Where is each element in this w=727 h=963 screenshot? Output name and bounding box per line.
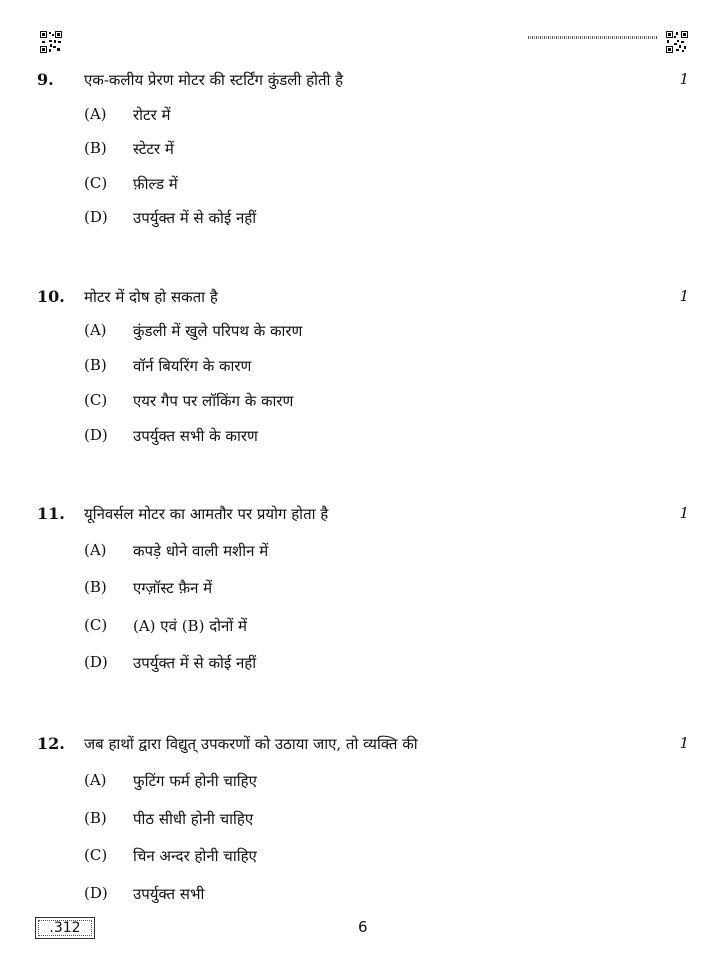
option-letter: (B) <box>84 356 107 374</box>
option-letter: (C) <box>84 391 108 409</box>
question-text: मोटर में दोष हो सकता है <box>84 288 218 306</box>
question-marks: 1 <box>679 734 689 752</box>
option-letter: (A) <box>84 105 107 123</box>
option-text: फुटिंग फर्म होनी चाहिए <box>133 772 257 790</box>
option-letter: (D) <box>84 426 108 444</box>
question-number: 10. <box>37 287 65 306</box>
question-text: एक-कलीय प्रेरण मोटर की स्टर्टिंग कुंडली होती है <box>84 71 344 89</box>
paper-code: .312 <box>49 920 81 936</box>
question-marks: 1 <box>679 504 689 522</box>
option-text: रोटर में <box>133 106 171 124</box>
option-letter: (A) <box>84 321 107 339</box>
option-letter: (B) <box>84 578 107 596</box>
question-marks: 1 <box>679 287 689 305</box>
option-text: उपर्युक्त सभी के कारण <box>133 427 258 445</box>
option-letter: (B) <box>84 809 107 827</box>
option-text: (A) एवं (B) दोनों में <box>133 617 248 635</box>
option-letter: (C) <box>84 616 108 634</box>
question-text: जब हाथों द्वारा विद्युत् उपकरणों को उठाया जाए, तो व्यक्ति की <box>84 735 418 753</box>
option-text: चिन अन्दर होनी चाहिए <box>133 847 257 865</box>
option-letter: (D) <box>84 884 108 902</box>
option-text: पीठ सीधी होनी चाहिए <box>133 810 254 828</box>
paper-code-box <box>35 917 95 939</box>
option-letter: (C) <box>84 174 108 192</box>
option-text: उपर्युक्त सभी <box>133 885 205 903</box>
option-text: स्टेटर में <box>133 140 174 158</box>
question-number: 12. <box>37 734 65 753</box>
page-number: 6 <box>358 918 368 936</box>
option-text: कुंडली में खुले परिपथ के कारण <box>133 322 303 340</box>
option-text: फ़ील्ड में <box>133 175 178 193</box>
option-letter: (A) <box>84 541 107 559</box>
option-letter: (A) <box>84 771 107 789</box>
option-text: एग्ज़ॉस्ट फ़ैन में <box>133 579 213 597</box>
option-letter: (B) <box>84 139 107 157</box>
qr-code-left-icon <box>40 31 62 53</box>
barcode-strip <box>528 36 658 39</box>
question-number: 9. <box>37 70 54 89</box>
option-text: उपर्युक्त में से कोई नहीं <box>133 654 257 672</box>
question-number: 11. <box>37 504 65 523</box>
option-letter: (D) <box>84 653 108 671</box>
question-text: यूनिवर्सल मोटर का आमतौर पर प्रयोग होता है <box>84 505 329 523</box>
question-marks: 1 <box>679 70 689 88</box>
option-text: कपड़े धोने वाली मशीन में <box>133 542 269 560</box>
option-text: वॉर्न बियरिंग के कारण <box>133 357 252 375</box>
option-letter: (D) <box>84 208 108 226</box>
option-letter: (C) <box>84 846 108 864</box>
option-text: एयर गैप पर लॉकिंग के कारण <box>133 392 294 410</box>
option-text: उपर्युक्त में से कोई नहीं <box>133 209 257 227</box>
qr-code-right-icon <box>666 31 688 53</box>
